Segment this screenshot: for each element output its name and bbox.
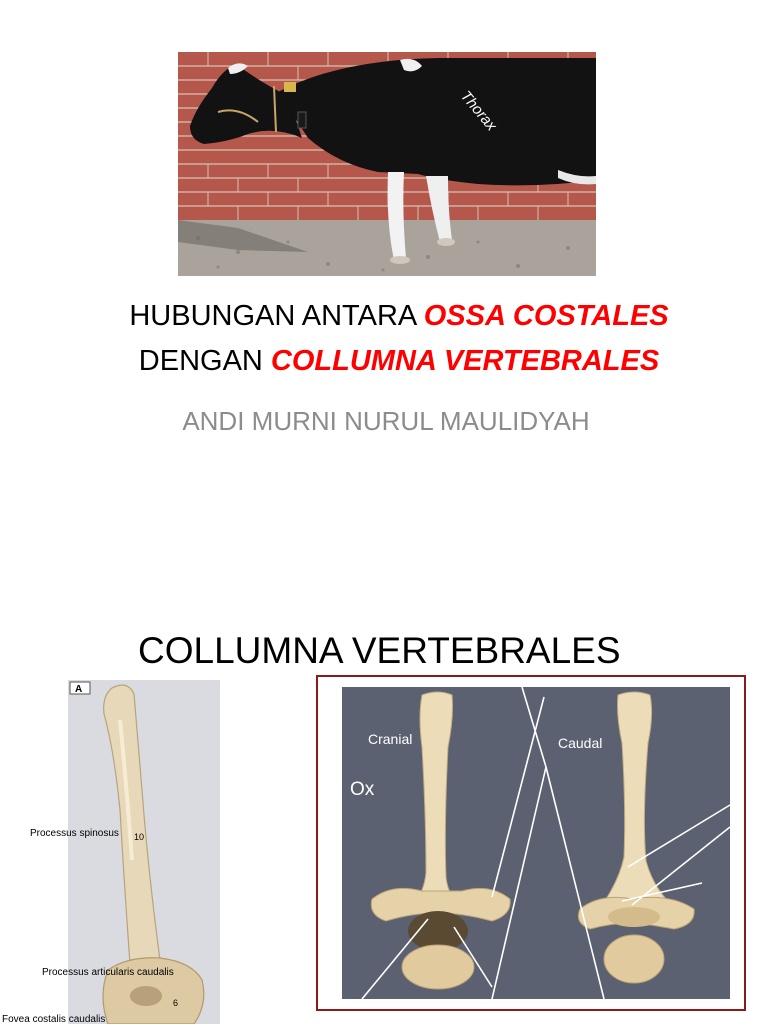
- vertebra-figure-frame: [316, 675, 746, 1011]
- cow-photo: [178, 52, 596, 276]
- label-caudal: Caudal: [558, 735, 603, 751]
- author-name: ANDI MURNI NURUL MAULIDYAH: [182, 406, 590, 436]
- vertebra-photo-cranial-caudal: [342, 687, 730, 999]
- title-line-1: [0, 300, 768, 333]
- slide-1: [0, 0, 768, 512]
- title-emphasis-2: COLLUMNA VERTEBRALES: [270, 345, 660, 377]
- marker-6: 6: [173, 998, 179, 1008]
- label-cranial: Cranial: [368, 731, 413, 747]
- label-ox: Ox: [350, 779, 375, 800]
- marker-10: 10: [134, 832, 145, 842]
- slide-2: [0, 512, 768, 1024]
- label-processus-articularis-caudalis: Processus articularis caudalis: [42, 967, 174, 978]
- label-fovea-costalis-caudalis: Fovea costalis caudalis: [2, 1014, 106, 1025]
- panel-letter: A: [75, 684, 83, 695]
- thorax-label: Thorax: [456, 87, 500, 135]
- title-emphasis-1: OSSA COSTALES: [423, 300, 669, 332]
- title-prefix-1: HUBUNGAN ANTARA: [129, 300, 424, 332]
- title-prefix-2: DENGAN: [138, 345, 271, 377]
- title-line-2: [0, 345, 768, 378]
- section-title: COLLUMNA VERTEBRALES: [138, 630, 621, 671]
- label-processus-spinosus: Processus spinosus: [30, 828, 119, 839]
